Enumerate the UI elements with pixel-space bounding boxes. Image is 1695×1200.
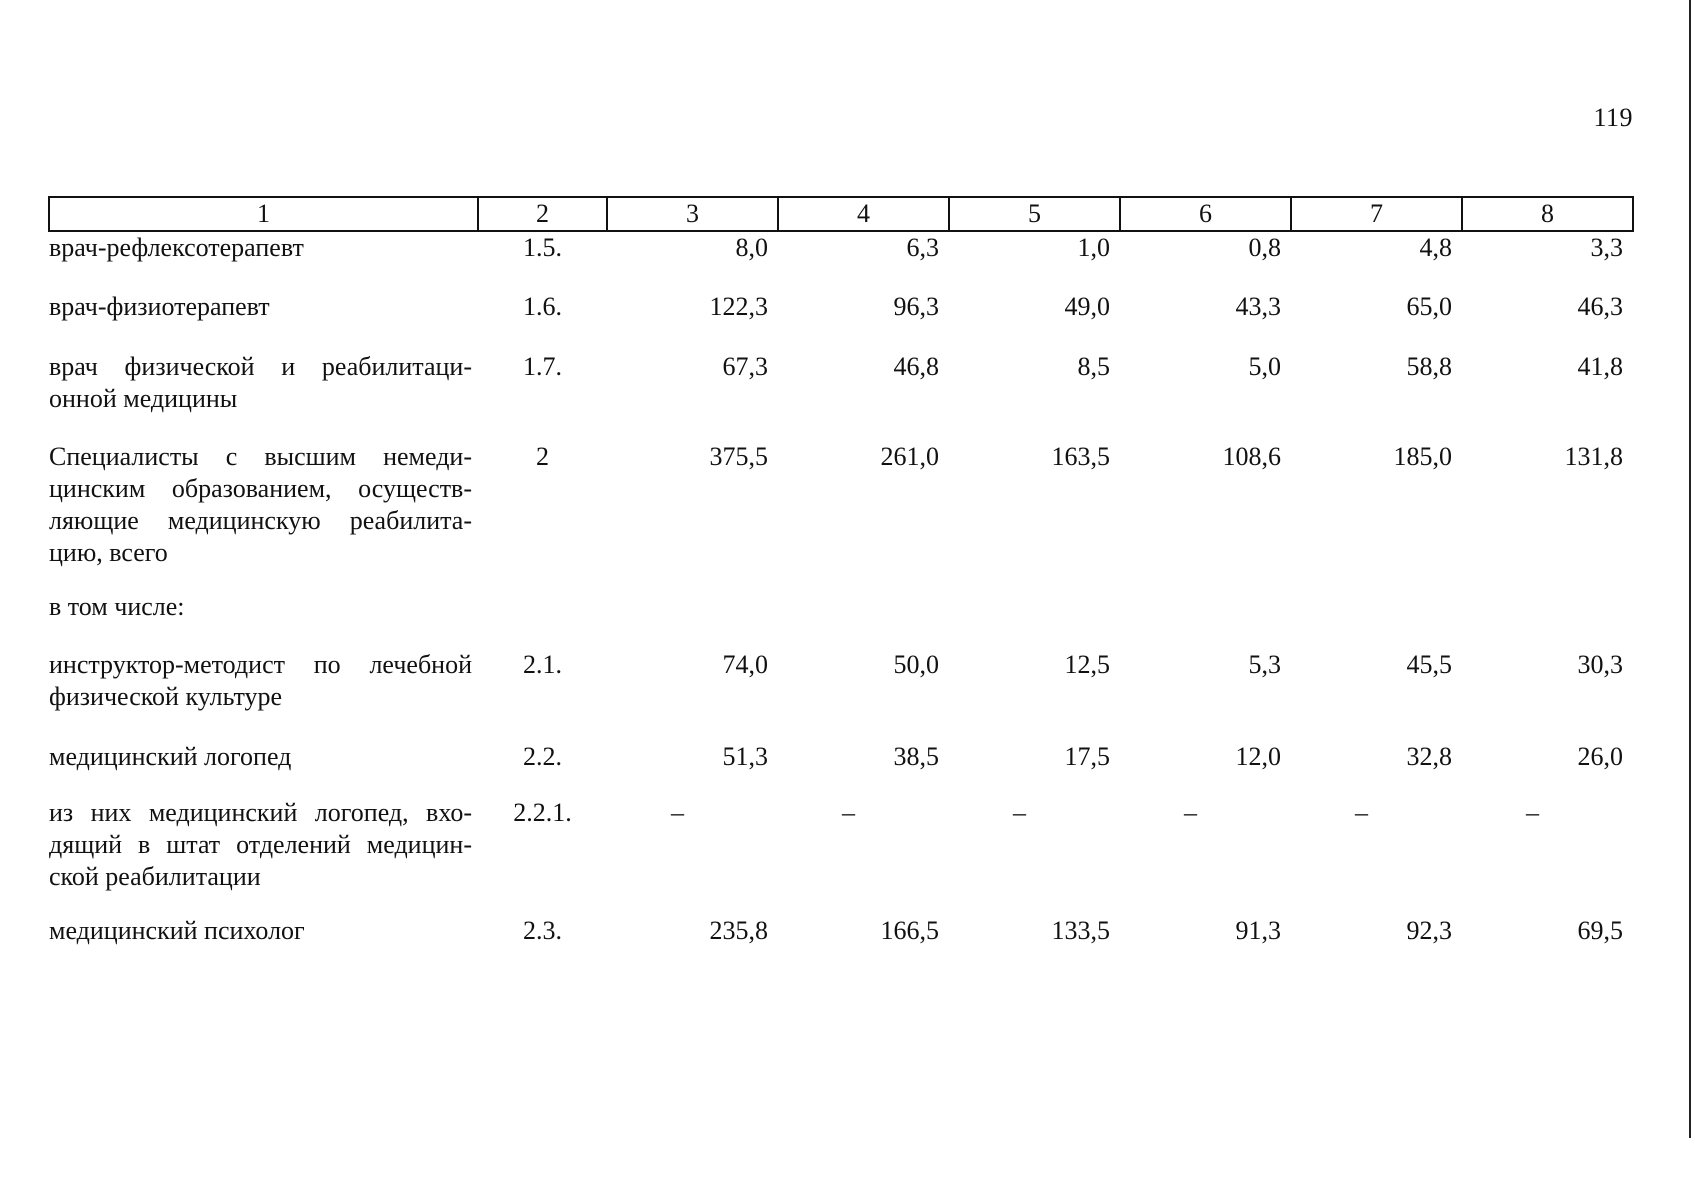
column-header: 7 <box>1291 197 1462 231</box>
value-cell <box>778 591 949 649</box>
row-code <box>478 591 607 649</box>
value-cell: – <box>671 798 684 827</box>
row-label: медицинский психолог <box>49 916 305 945</box>
row-code: 2.2. <box>523 742 562 771</box>
row-label: врач-физиотерапевт <box>49 292 270 321</box>
value-cell: 133,5 <box>1051 916 1110 945</box>
row-code: 2 <box>536 442 549 471</box>
column-header: 1 <box>49 197 478 231</box>
table-body <box>49 231 1633 975</box>
row-code: 2.2.1. <box>513 798 572 827</box>
value-cell: 5,0 <box>1248 352 1281 381</box>
value-cell: 46,8 <box>893 352 939 381</box>
value-cell: 65,0 <box>1406 292 1452 321</box>
table-row <box>49 741 1633 797</box>
value-cell: 51,3 <box>722 742 768 771</box>
value-cell: 3,3 <box>1590 233 1623 262</box>
value-cell <box>949 591 1120 649</box>
value-cell: 49,0 <box>1064 292 1110 321</box>
value-cell: 4,8 <box>1419 233 1452 262</box>
row-label: из них медицинский логопед, вхо-дящий в штат отделений медицин-ской реабилитации <box>49 798 472 891</box>
table-row <box>49 351 1633 441</box>
value-cell: 45,5 <box>1406 650 1452 679</box>
column-header: 5 <box>949 197 1120 231</box>
value-cell: – <box>1355 798 1368 827</box>
column-header: 6 <box>1120 197 1291 231</box>
value-cell: 58,8 <box>1406 352 1452 381</box>
row-code: 1.6. <box>523 292 562 321</box>
page-edge-line <box>1689 0 1691 1138</box>
value-cell: 46,3 <box>1577 292 1623 321</box>
value-cell: 163,5 <box>1051 442 1110 471</box>
value-cell: 166,5 <box>880 916 939 945</box>
value-cell: 5,3 <box>1248 650 1281 679</box>
page-number: 119 <box>1593 103 1633 132</box>
value-cell: 96,3 <box>893 292 939 321</box>
row-label: Специалисты с высшим немеди-цинским образованием, осуществ-ляющие медицинскую реабилита-цию, всего <box>49 442 472 567</box>
row-code: 2.1. <box>523 650 562 679</box>
value-cell <box>1120 591 1291 649</box>
value-cell: 67,3 <box>722 352 768 381</box>
row-label: инструктор-методист по лечебной физической культуре <box>49 650 472 711</box>
value-cell: 185,0 <box>1393 442 1452 471</box>
value-cell <box>607 591 778 649</box>
value-cell: 375,5 <box>709 442 768 471</box>
value-cell: 108,6 <box>1222 442 1281 471</box>
value-cell: 131,8 <box>1564 442 1623 471</box>
value-cell: – <box>1526 798 1539 827</box>
value-cell: – <box>1013 798 1026 827</box>
value-cell: 92,3 <box>1406 916 1452 945</box>
table-row <box>49 441 1633 591</box>
column-header: 2 <box>478 197 607 231</box>
table-row <box>49 797 1633 915</box>
value-cell: 74,0 <box>722 650 768 679</box>
value-cell: 12,5 <box>1064 650 1110 679</box>
row-label: врач-рефлексотерапевт <box>49 233 304 262</box>
column-number-header-row <box>49 197 1633 231</box>
value-cell: 8,5 <box>1077 352 1110 381</box>
staffing-table <box>48 196 1634 975</box>
column-header: 3 <box>607 197 778 231</box>
value-cell: 235,8 <box>709 916 768 945</box>
value-cell: 122,3 <box>709 292 768 321</box>
value-cell: 30,3 <box>1577 650 1623 679</box>
row-label: в том числе: <box>49 592 185 621</box>
table-row <box>49 591 1633 649</box>
row-code: 1.5. <box>523 233 562 262</box>
table-row <box>49 915 1633 975</box>
value-cell: 12,0 <box>1235 742 1281 771</box>
table-row <box>49 649 1633 741</box>
value-cell: – <box>1184 798 1197 827</box>
value-cell: 8,0 <box>735 233 768 262</box>
value-cell: 50,0 <box>893 650 939 679</box>
value-cell: 91,3 <box>1235 916 1281 945</box>
value-cell: 1,0 <box>1077 233 1110 262</box>
table-row <box>49 291 1633 351</box>
value-cell: 38,5 <box>893 742 939 771</box>
value-cell <box>1291 591 1462 649</box>
row-code: 1.7. <box>523 352 562 381</box>
value-cell: 17,5 <box>1064 742 1110 771</box>
value-cell: 261,0 <box>880 442 939 471</box>
value-cell: 26,0 <box>1577 742 1623 771</box>
value-cell: – <box>842 798 855 827</box>
column-header: 4 <box>778 197 949 231</box>
row-label: медицинский логопед <box>49 742 292 771</box>
value-cell: 43,3 <box>1235 292 1281 321</box>
value-cell: 6,3 <box>906 233 939 262</box>
value-cell: 0,8 <box>1248 233 1281 262</box>
column-header: 8 <box>1462 197 1633 231</box>
value-cell: 32,8 <box>1406 742 1452 771</box>
row-code: 2.3. <box>523 916 562 945</box>
value-cell: 41,8 <box>1577 352 1623 381</box>
value-cell: 69,5 <box>1577 916 1623 945</box>
table-row <box>49 231 1633 291</box>
row-label: врач физической и реабилитаци-онной медицины <box>49 352 472 413</box>
value-cell <box>1462 591 1633 649</box>
